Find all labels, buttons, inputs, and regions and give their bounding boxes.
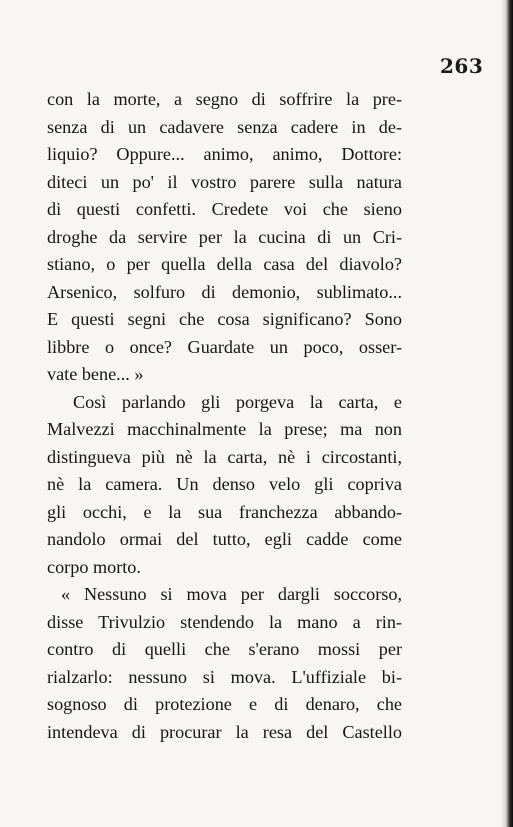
text-line: distingueva più nè la carta, nè i circostanti, [47, 446, 402, 467]
text-line: sognoso di protezione e di denaro, che [47, 694, 402, 714]
text-line: contro di quelli che s'erano mossi per [47, 639, 402, 659]
text-line: con la morte, a segno di soffrire la pre- [47, 89, 402, 109]
text-line: nandolo ormai del tutto, egli cadde come [47, 529, 402, 549]
text-line-paragraph-end: vate bene... » [47, 364, 144, 384]
text-line-paragraph-end: corpo morto. [47, 556, 141, 577]
text-line: diteci un po' il vostro parere sulla natura [47, 171, 402, 192]
text-line: stiano, o per quella della casa del diavolo? [47, 254, 402, 274]
page-number: 263 [440, 54, 484, 78]
text-line: Arsenico, solfuro di demonio, sublimato... [47, 281, 402, 302]
text-line: E questi segni che cosa significano? Sono [47, 309, 402, 329]
text-line: intendeva di procurar la resa del Castello [47, 721, 402, 742]
text-line: liquio? Oppure... animo, animo, Dottore: [47, 144, 402, 164]
page-edge-shadow [501, 0, 513, 827]
text-line: rialzarlo: nessuno si mova. L'uffiziale bi- [47, 666, 402, 687]
text-line-paragraph-start: « Nessuno si mova per dargli soccorso, [61, 584, 402, 604]
text-line-paragraph-start: Così parlando gli porgeva la carta, e [73, 391, 402, 412]
text-line: senza di un cadavere senza cadere in de- [47, 116, 402, 137]
text-line: gli occhi, e la sua franchezza abbando- [47, 501, 402, 522]
text-line: disse Trivulzio stendendo la mano a rin- [47, 611, 402, 632]
text-line: nè la camera. Un denso velo gli copriva [47, 474, 402, 494]
text-line: libbre o once? Guardate un poco, osser- [47, 336, 402, 357]
text-line: droghe da servire per la cucina di un Cri- [47, 226, 402, 247]
body-text [47, 86, 402, 746]
text-line: Malvezzi macchinalmente la prese; ma non [47, 419, 402, 439]
text-line: di questi confetti. Credete voi che sieno [47, 199, 402, 219]
